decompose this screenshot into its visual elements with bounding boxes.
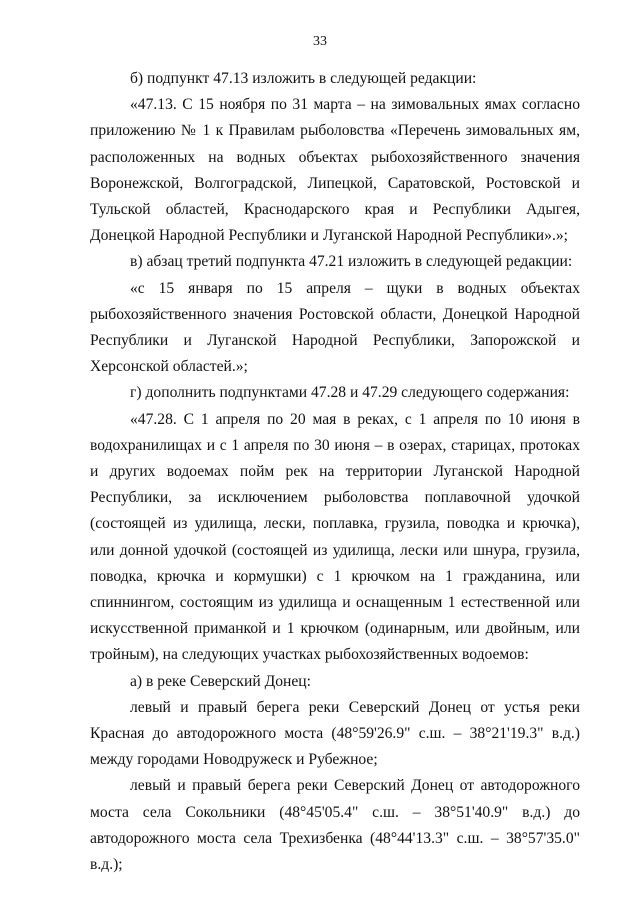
paragraph-47-28: «47.28. С 1 апреля по 20 мая в реках, с 1 апреля по 10 июня в водохранилищах и с 1 апреля по 30 июня – в озерах, старицах, протоках и других водоемах пойм рек на территории Луганской Народной Республики, за исключением рыболовства поплавочной удочкой (состоящей из удилища, лески, поплавка, грузила, поводка и крючка), или донной удочкой (состоящей из удилища, лески или шнура, грузила, поводка, крючка и кормушки) с 1 крючком на 1 гражданина, или спиннингом, состоящим из удилища и оснащенным 1 естественной или искусственной приманкой и 1 крючком (одинарным, или двойным, или тройным), на следующих участках рыбохозяйственных водоемов: bbox=[90, 410, 580, 664]
paragraph-river-seversky-donets: а) в реке Северский Донец: bbox=[130, 672, 311, 690]
document-body bbox=[90, 66, 580, 878]
page-number: 33 bbox=[313, 34, 327, 49]
paragraph-subitem-g: г) дополнить подпунктами 47.28 и 47.29 следующего содержания: bbox=[130, 384, 570, 402]
paragraph-subitem-v: в) абзац третий подпункта 47.21 изложить в следующей редакции: bbox=[130, 253, 573, 271]
paragraph-subitem-b: б) подпункт 47.13 изложить в следующей редакции: bbox=[130, 70, 477, 87]
paragraph-47-13: «47.13. С 15 ноября по 31 марта – на зимовальных ямах согласно приложению № 1 к Правилам рыболовства «Перечень зимовальных ям, расположенных на водных объектах рыбохозяйственного значения Воронежской, Волгоградской, Липецкой, Саратовской, Ростовской и Тульской областей, Краснодарского края и Республики Адыгея, Донецкой Народной Республики и Луганской Народной Республики».»; bbox=[90, 96, 580, 245]
paragraph-section-krasnaya: левый и правый берега реки Северский Донец от устья реки Красная до автодорожного моста (48°59'26.9" с.ш. – 38°21'19.3" в.д.) между городами Новодружеск и Рубежное; bbox=[90, 698, 580, 769]
paragraph-pike-ban: «с 15 января по 15 апреля – щуки в водных объектах рыбохозяйственного значения Ростовской области, Донецкой Народной Республики и Луганской Народной Республики, Запорожской и Херсонской областей.»; bbox=[90, 279, 580, 376]
paragraph-section-sokolniki: левый и правый берега реки Северский Донец от автодорожного моста села Сокольники (48°45'05.4" с.ш. – 38°51'40.9" в.д.) до автодорожного моста села Трехизбенка (48°44'13.3" с.ш. – 38°57'35.0" в.д.); bbox=[90, 777, 580, 874]
